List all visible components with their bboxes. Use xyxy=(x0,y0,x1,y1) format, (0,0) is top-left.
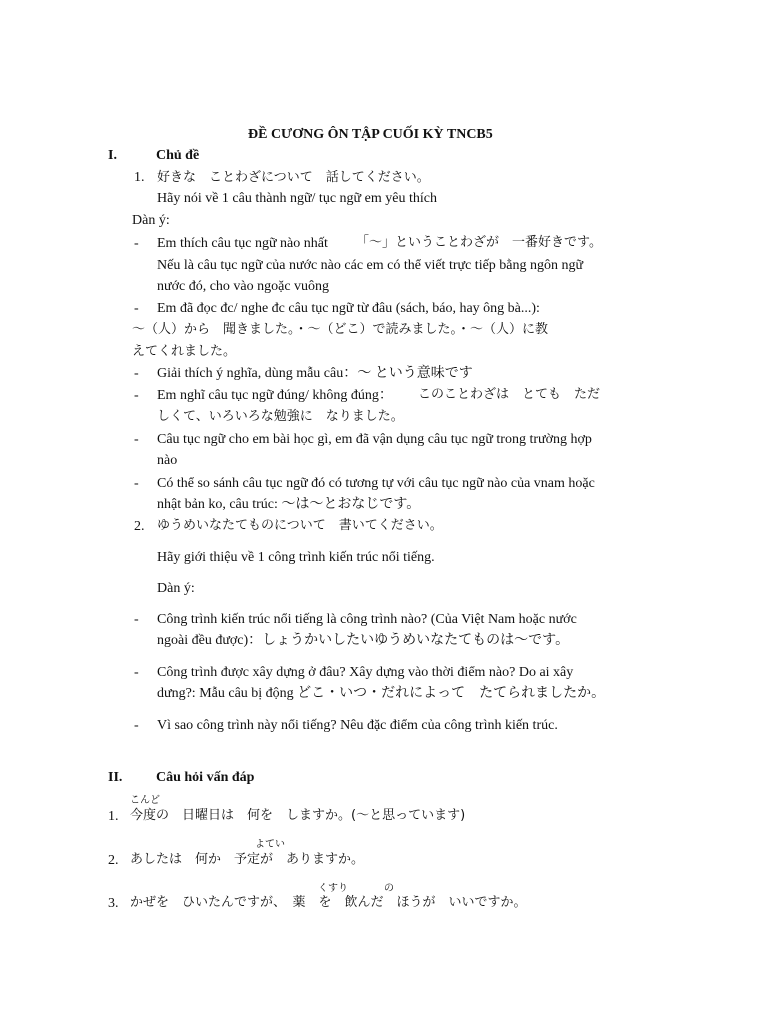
document-title: ĐỀ CƯƠNG ÔN TẬP CUỐI KỲ TNCB5 xyxy=(248,127,493,142)
bullet-text: Vì sao công trình này nổi tiếng? Nêu đặc điểm của công trình kiến trúc. xyxy=(157,718,558,733)
item-2-vietnamese-prompt: Hãy giới thiệu về 1 công trình kiến trúc nổi tiếng. xyxy=(157,550,435,565)
bullet-japanese: 「〜」ということわざが 一番好きです。 xyxy=(356,235,602,250)
question-3-number: 3. xyxy=(108,896,119,911)
section-2-heading: Câu hỏi vấn đáp xyxy=(156,770,255,785)
bullet-dash: - xyxy=(134,476,139,491)
bullet-continuation: Nếu là câu tục ngữ của nước nào các em có thể viết trực tiếp bằng ngôn ngữ xyxy=(157,258,584,273)
bullet-dash: - xyxy=(134,432,139,447)
section-1-heading: Chủ đề xyxy=(156,148,200,163)
bullet-continuation: nước đó, cho vào ngoặc vuông xyxy=(157,279,330,294)
item-1-number: 1. xyxy=(134,170,145,185)
japanese-line: えてくれました。 xyxy=(132,344,237,359)
bullet-text: Công trình kiến trúc nổi tiếng là công trình nào? (Của Việt Nam hoặc nước xyxy=(157,612,577,627)
bullet-continuation: dưng?: Mẫu câu bị động どこ・いつ・だれによって たてられましたか。 xyxy=(157,686,606,701)
bullet-text: Công trình được xây dựng ở đâu? Xây dựng vào thời điểm nào? Do ai xây xyxy=(157,665,574,680)
bullet-text: Em thích câu tục ngữ nào nhất xyxy=(157,236,328,251)
item-1-outline-label: Dàn ý: xyxy=(132,213,170,228)
item-1-japanese-prompt: 好きな ことわざについて 話してください。 xyxy=(157,170,430,185)
bullet-continuation: ngoài đều được)：しょうかいしたいゆうめいなたてものは〜です。 xyxy=(157,633,570,648)
bullet-dash: - xyxy=(134,665,139,680)
furigana: くすり xyxy=(318,883,348,894)
item-2-outline-label: Dàn ý: xyxy=(157,581,195,596)
bullet-dash: - xyxy=(134,612,139,627)
bullet-continuation: nhật bản ko, câu trúc: 〜は〜とおなじです。 xyxy=(157,497,421,512)
bullet-continuation: nào xyxy=(157,453,178,468)
bullet-dash: - xyxy=(134,388,139,403)
bullet-text: Câu tục ngữ cho em bài học gì, em đã vận dụng câu tục ngữ trong trường hợp xyxy=(157,432,592,447)
bullet-text: Có thể so sánh câu tục ngữ đó có tương tự với câu tục ngữ nào của vnam hoặc xyxy=(157,476,595,491)
furigana: の xyxy=(384,883,394,894)
bullet-dash: - xyxy=(134,236,139,251)
bullet-dash: - xyxy=(134,366,139,381)
bullet-text: Giải thích ý nghĩa, dùng mẫu câu：〜 という意味です xyxy=(157,366,473,381)
item-1-vietnamese-prompt: Hãy nói về 1 câu thành ngữ/ tục ngữ em yêu thích xyxy=(157,191,437,206)
japanese-line: 〜（人）から 聞きました。・〜（どこ）で読みました。・〜（人）に教 xyxy=(132,322,549,337)
bullet-text: Em nghĩ câu tục ngữ đúng/ không đúng： xyxy=(157,388,393,403)
question-2-text: あしたは 何か 予定が ありますか。 xyxy=(130,852,365,867)
question-3-text: かぜを ひいたんですが、 薬 を 飲んだ ほうが いいですか。 xyxy=(130,895,527,910)
item-2-number: 2. xyxy=(134,519,145,534)
furigana: よてい xyxy=(255,839,285,850)
bullet-text: Em đã đọc đc/ nghe đc câu tục ngữ từ đâu (sách, báo, hay ông bà...): xyxy=(157,301,540,316)
bullet-japanese: このことわざは とても ただ xyxy=(418,387,601,402)
question-1-number: 1. xyxy=(108,809,119,824)
bullet-dash: - xyxy=(134,301,139,316)
furigana: こんど xyxy=(130,795,160,806)
item-2-japanese-prompt: ゆうめいなたてものについて 書いてください。 xyxy=(157,518,443,533)
bullet-continuation: しくて、いろいろな勉強に なりました。 xyxy=(157,409,404,424)
section-2-number: II. xyxy=(108,770,123,785)
question-1-text: 今度の 日曜日は 何を しますか。(〜と思っています) xyxy=(130,808,466,823)
section-1-number: I. xyxy=(108,148,117,163)
question-2-number: 2. xyxy=(108,853,119,868)
bullet-dash: - xyxy=(134,718,139,733)
